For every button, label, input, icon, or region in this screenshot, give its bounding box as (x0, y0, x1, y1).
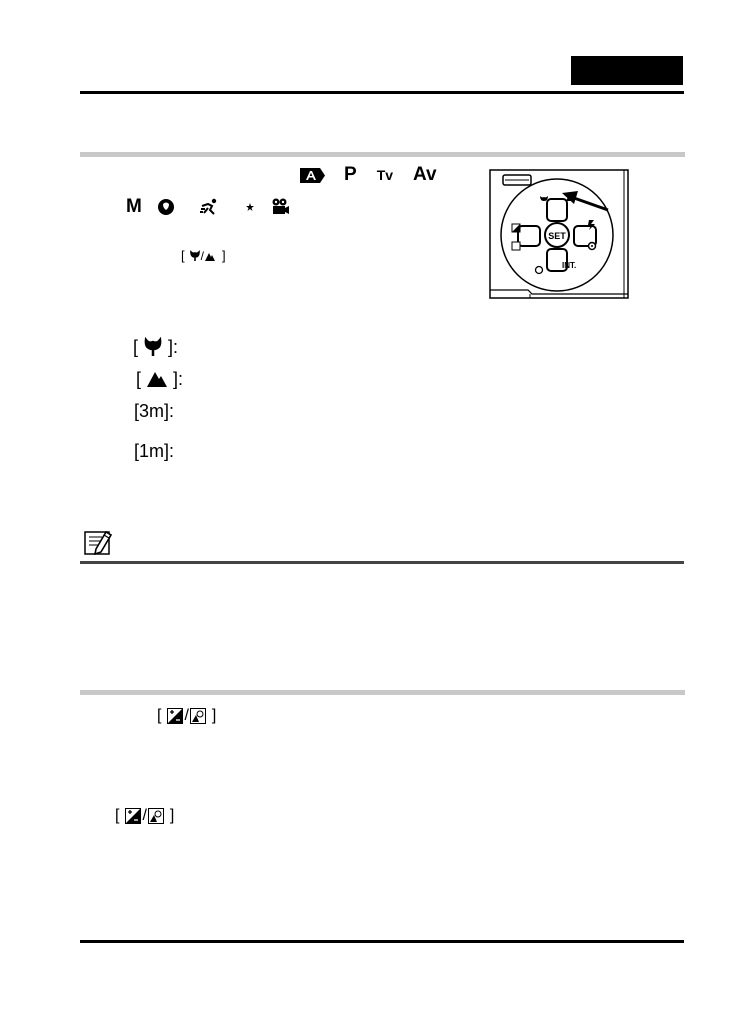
footer-rule (80, 940, 684, 943)
slash: / (184, 707, 189, 724)
exposure-backlight-bracket (115, 805, 174, 827)
note-divider (80, 561, 684, 564)
note-pencil-icon (84, 529, 112, 555)
macro-infinity-bracket (181, 248, 226, 263)
bracket-open: [ (133, 337, 139, 357)
bracket-open: [ (181, 248, 185, 263)
exposure-compensation-icon (125, 808, 141, 824)
landscape-mountain-icon (146, 370, 168, 388)
backlight-icon (148, 808, 164, 824)
slash: / (142, 807, 147, 824)
focus-option-macro (133, 336, 178, 358)
focus-option-label: ]: (173, 369, 184, 389)
shutter-priority-label: Tv (376, 167, 394, 183)
int-label: INT. (562, 261, 577, 270)
macro-flower-icon (143, 337, 163, 357)
bracket-open: [ (136, 369, 142, 389)
header-rule (80, 91, 684, 94)
set-button-label: SET (548, 231, 566, 241)
manual-mode-label: M (126, 196, 142, 217)
camera-control-illustration (488, 168, 633, 301)
modes-row-2 (126, 196, 290, 218)
backlight-icon (190, 708, 206, 724)
exposure-compensation-icon (167, 708, 183, 724)
section-divider-focus (80, 152, 685, 157)
sports-icon (198, 197, 220, 217)
movie-icon (268, 197, 290, 217)
bracket-close: ] (169, 807, 175, 824)
landscape-mountain-icon (204, 250, 216, 262)
macro-flower-icon (189, 250, 201, 262)
focus-option-3m (134, 400, 174, 422)
modes-row-1 (298, 164, 437, 186)
night-scene-icon (236, 197, 256, 217)
focus-option-label: [1m]: (134, 441, 175, 461)
focus-option-infinity (136, 368, 183, 390)
slash: / (200, 248, 204, 263)
language-tab (571, 56, 683, 85)
program-mode-label: P (344, 164, 357, 185)
bracket-open: [ (115, 807, 120, 824)
portrait-icon (156, 197, 176, 217)
focus-option-1m (134, 440, 174, 462)
focus-option-label: ]: (168, 337, 179, 357)
bracket-close: ] (211, 707, 217, 724)
bracket-open: [ (157, 707, 162, 724)
exposure-backlight-bracket (157, 705, 216, 727)
focus-option-label: [3m]: (134, 401, 175, 421)
section-divider-exposure (80, 690, 685, 695)
auto-mode-icon (298, 167, 326, 184)
bracket-close: ] (221, 248, 226, 263)
aperture-priority-label: Av (413, 164, 437, 185)
